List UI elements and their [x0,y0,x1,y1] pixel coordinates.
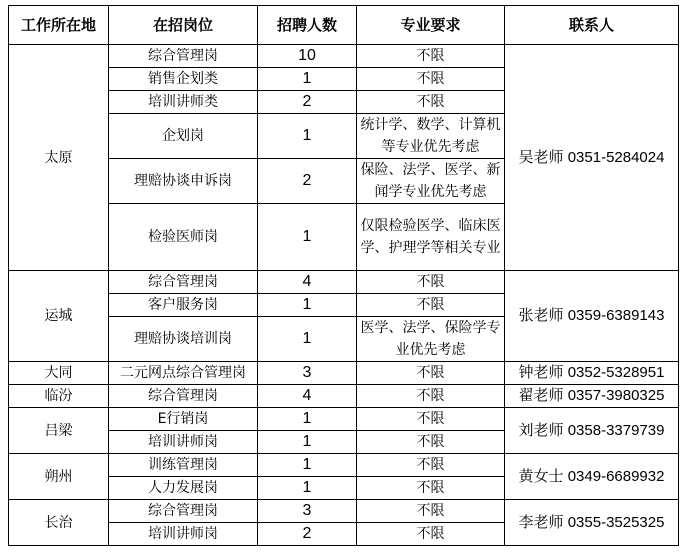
count-cell: 2 [258,523,357,546]
requirement-cell: 不限 [357,477,505,500]
header-location: 工作所在地 [9,6,109,45]
header-contact: 联系人 [505,6,679,45]
header-requirement: 专业要求 [357,6,505,45]
location-cell: 临汾 [9,385,109,408]
count-cell: 1 [258,68,357,91]
position-cell: 综合管理岗 [109,500,258,523]
requirement-cell: 不限 [357,454,505,477]
position-cell: 企划岗 [109,114,258,159]
contact-cell: 黄女士 0349-6689932 [505,454,679,500]
position-cell: 理赔协谈培训岗 [109,317,258,362]
requirement-cell: 统计学、数学、计算机等专业优先考虑 [357,114,505,159]
count-cell: 1 [258,114,357,159]
position-cell: 培训讲师岗 [109,431,258,454]
requirement-cell: 不限 [357,294,505,317]
recruitment-table-container [8,5,679,546]
position-cell: E行销岗 [109,408,258,431]
requirement-cell: 保险、法学、医学、新闻学专业优先考虑 [357,159,505,204]
count-cell: 1 [258,431,357,454]
position-cell: 二元网点综合管理岗 [109,362,258,385]
header-position: 在招岗位 [109,6,258,45]
table-row [9,454,679,477]
position-cell: 训练管理岗 [109,454,258,477]
location-cell: 长治 [9,500,109,546]
position-cell: 人力发展岗 [109,477,258,500]
requirement-cell: 仅限检验医学、临床医学、护理学等相关专业 [357,204,505,271]
position-cell: 理赔协谈申诉岗 [109,159,258,204]
requirement-cell: 不限 [357,408,505,431]
table-row [9,500,679,523]
requirement-cell: 不限 [357,45,505,68]
table-row [9,45,679,68]
table-row [9,385,679,408]
count-cell: 3 [258,362,357,385]
count-cell: 2 [258,91,357,114]
location-cell: 太原 [9,45,109,271]
location-cell: 运城 [9,271,109,362]
requirement-cell: 不限 [357,523,505,546]
requirement-cell: 不限 [357,385,505,408]
contact-cell: 翟老师 0357-3980325 [505,385,679,408]
contact-cell: 张老师 0359-6389143 [505,271,679,362]
requirement-cell: 不限 [357,500,505,523]
table-row [9,271,679,294]
position-cell: 培训讲师类 [109,91,258,114]
table-row [9,408,679,431]
contact-cell: 吴老师 0351-5284024 [505,45,679,271]
contact-cell: 刘老师 0358-3379739 [505,408,679,454]
count-cell: 1 [258,317,357,362]
position-cell: 销售企划类 [109,68,258,91]
count-cell: 1 [258,294,357,317]
count-cell: 1 [258,477,357,500]
count-cell: 1 [258,408,357,431]
position-cell: 检验医师岗 [109,204,258,271]
position-cell: 培训讲师岗 [109,523,258,546]
count-cell: 4 [258,385,357,408]
requirement-cell: 不限 [357,68,505,91]
position-cell: 综合管理岗 [109,385,258,408]
count-cell: 4 [258,271,357,294]
count-cell: 2 [258,159,357,204]
recruitment-table [8,5,679,546]
contact-cell: 李老师 0355-3525325 [505,500,679,546]
requirement-cell: 不限 [357,362,505,385]
position-cell: 综合管理岗 [109,271,258,294]
count-cell: 1 [258,204,357,271]
contact-cell: 钟老师 0352-5328951 [505,362,679,385]
position-cell: 综合管理岗 [109,45,258,68]
location-cell: 大同 [9,362,109,385]
table-body [9,45,679,546]
count-cell: 10 [258,45,357,68]
count-cell: 3 [258,500,357,523]
location-cell: 吕梁 [9,408,109,454]
requirement-cell: 不限 [357,91,505,114]
header-count: 招聘人数 [258,6,357,45]
count-cell: 1 [258,454,357,477]
table-row [9,362,679,385]
location-cell: 朔州 [9,454,109,500]
requirement-cell: 医学、法学、保险学专业优先考虑 [357,317,505,362]
requirement-cell: 不限 [357,271,505,294]
position-cell: 客户服务岗 [109,294,258,317]
requirement-cell: 不限 [357,431,505,454]
table-header-row [9,6,679,45]
